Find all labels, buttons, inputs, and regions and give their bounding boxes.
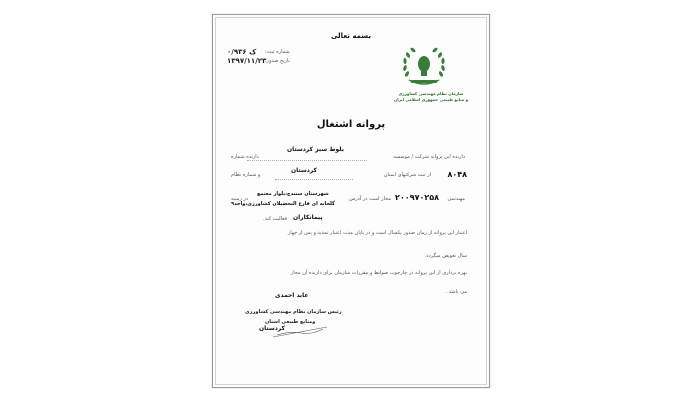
registry-province-label: از ثبت شرکتهای استان — [383, 172, 431, 178]
holder-number-label: دارنده شماره — [231, 154, 259, 160]
address-label: مجاز است در آدرس — [349, 196, 391, 202]
validity-text: اعتبار این پروانه از زمان صدور یکسال است و در پایان مدت اعتبار تمدید و پس از چهار — [287, 230, 467, 236]
signature-icon — [271, 325, 329, 339]
signatory-title: رئیس سازمان نظام مهندسی کشاورزی — [245, 309, 342, 315]
document-title: پروانه اشتغال — [316, 119, 386, 130]
signatory-name: عابد احمدی — [275, 292, 309, 299]
usage-text-2: می باشد . — [445, 289, 467, 295]
registry-number: ۸۰۴۸ — [447, 170, 467, 179]
basmala: بسمه تعالی — [330, 32, 372, 40]
field-value: گلخانه ای فارغ التحصیلان کشاورزی،واحد۹ — [231, 201, 335, 207]
activity-value: پیمانکاران — [293, 214, 323, 221]
engineering-label: مهندسی — [447, 196, 465, 202]
validity-text-2: سال تعویض میگردد. — [424, 253, 467, 259]
registration-number-value: ۰/۹۳۶ ک — [227, 48, 257, 56]
organization-name-line2: و منابع طبیعی جمهوری اسلامی ایران — [393, 97, 469, 102]
issue-date-value: ۱۳۹۷/۱۱/۲۳ — [227, 57, 267, 65]
dotted-line — [247, 160, 367, 161]
signatory-title-2: ومنابع طبیعی استان — [265, 319, 316, 325]
holder-label: دارنده این پروانه شرکت / موسسه — [393, 154, 465, 160]
signatory-province: کردستان — [259, 325, 286, 332]
license-document — [212, 14, 490, 388]
address-value: شهرستان سنندج،بلوار معتمع — [257, 191, 329, 197]
organization-name: سازمان نظام مهندسی کشاورزی — [398, 91, 464, 96]
province-value: کردستان — [291, 167, 318, 174]
wheat-wreath-logo-icon — [399, 44, 449, 90]
usage-text: بهره برداری از این پروانه در چارچوب ضوابط و مقررات سازمان برای دارنده آن مجاز — [290, 270, 467, 276]
field-label: در زمینه — [231, 196, 249, 202]
dotted-line — [275, 179, 353, 180]
system-number-label: و شماره نظام — [231, 172, 261, 178]
engineering-number: ۲۰۰۹۷۰۲۵۸ — [395, 193, 439, 202]
activity-label: فعالیت کند. — [263, 216, 287, 222]
registration-number-label: شماره ثبت: — [265, 49, 290, 55]
issue-date-label: تاریخ صدور: — [265, 58, 290, 64]
company-name: بلوط سبز کردستان — [287, 146, 344, 153]
